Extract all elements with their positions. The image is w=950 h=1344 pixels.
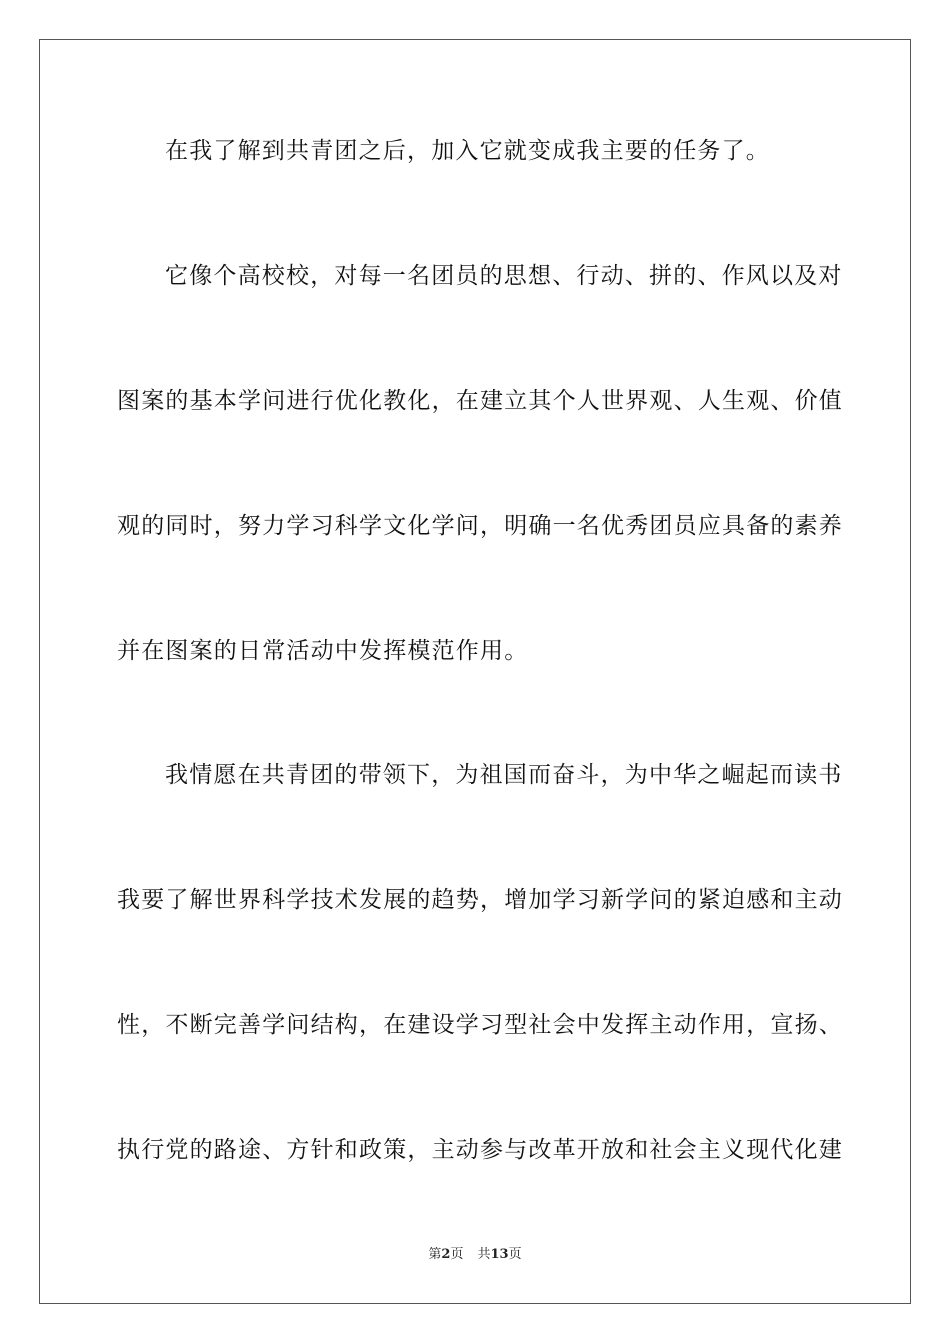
paragraph-line-1: 在我了解到共青团之后，加入它就变成我主要的任务了。 [165, 138, 770, 164]
paragraph-line-6: 我情愿在共青团的带领下，为祖国而奋斗，为中华之崛起而读书 [165, 762, 843, 788]
page-border [39, 39, 911, 1304]
footer-page-prefix: 第 [428, 1247, 442, 1262]
footer-page-suffix: 页 [450, 1247, 464, 1262]
page-footer [0, 1246, 950, 1264]
paragraph-line-9: 执行党的路途、方针和政策，主动参与改革开放和社会主义现代化建 [117, 1137, 843, 1163]
footer-total-suffix: 页 [508, 1247, 522, 1262]
paragraph-line-7: 我要了解世界科学技术发展的趋势，增加学习新学问的紧迫感和主动 [117, 887, 843, 913]
paragraph-line-8: 性，不断完善学问结构，在建设学习型社会中发挥主动作用，宣扬、 [117, 1012, 843, 1038]
footer-page-number: 2 [441, 1247, 451, 1262]
footer-total-prefix: 共 [477, 1247, 491, 1262]
paragraph-line-4: 观的同时，努力学习科学文化学问，明确一名优秀团员应具备的素养 [117, 513, 843, 539]
paragraph-line-5: 并在图案的日常活动中发挥模范作用。 [117, 638, 529, 664]
paragraph-line-2: 它像个高校校，对每一名团员的思想、行动、拼的、作风以及对 [165, 263, 843, 289]
paragraph-line-3: 图案的基本学问进行优化教化，在建立其个人世界观、人生观、价值 [117, 388, 843, 414]
footer-total-pages: 13 [490, 1247, 509, 1262]
